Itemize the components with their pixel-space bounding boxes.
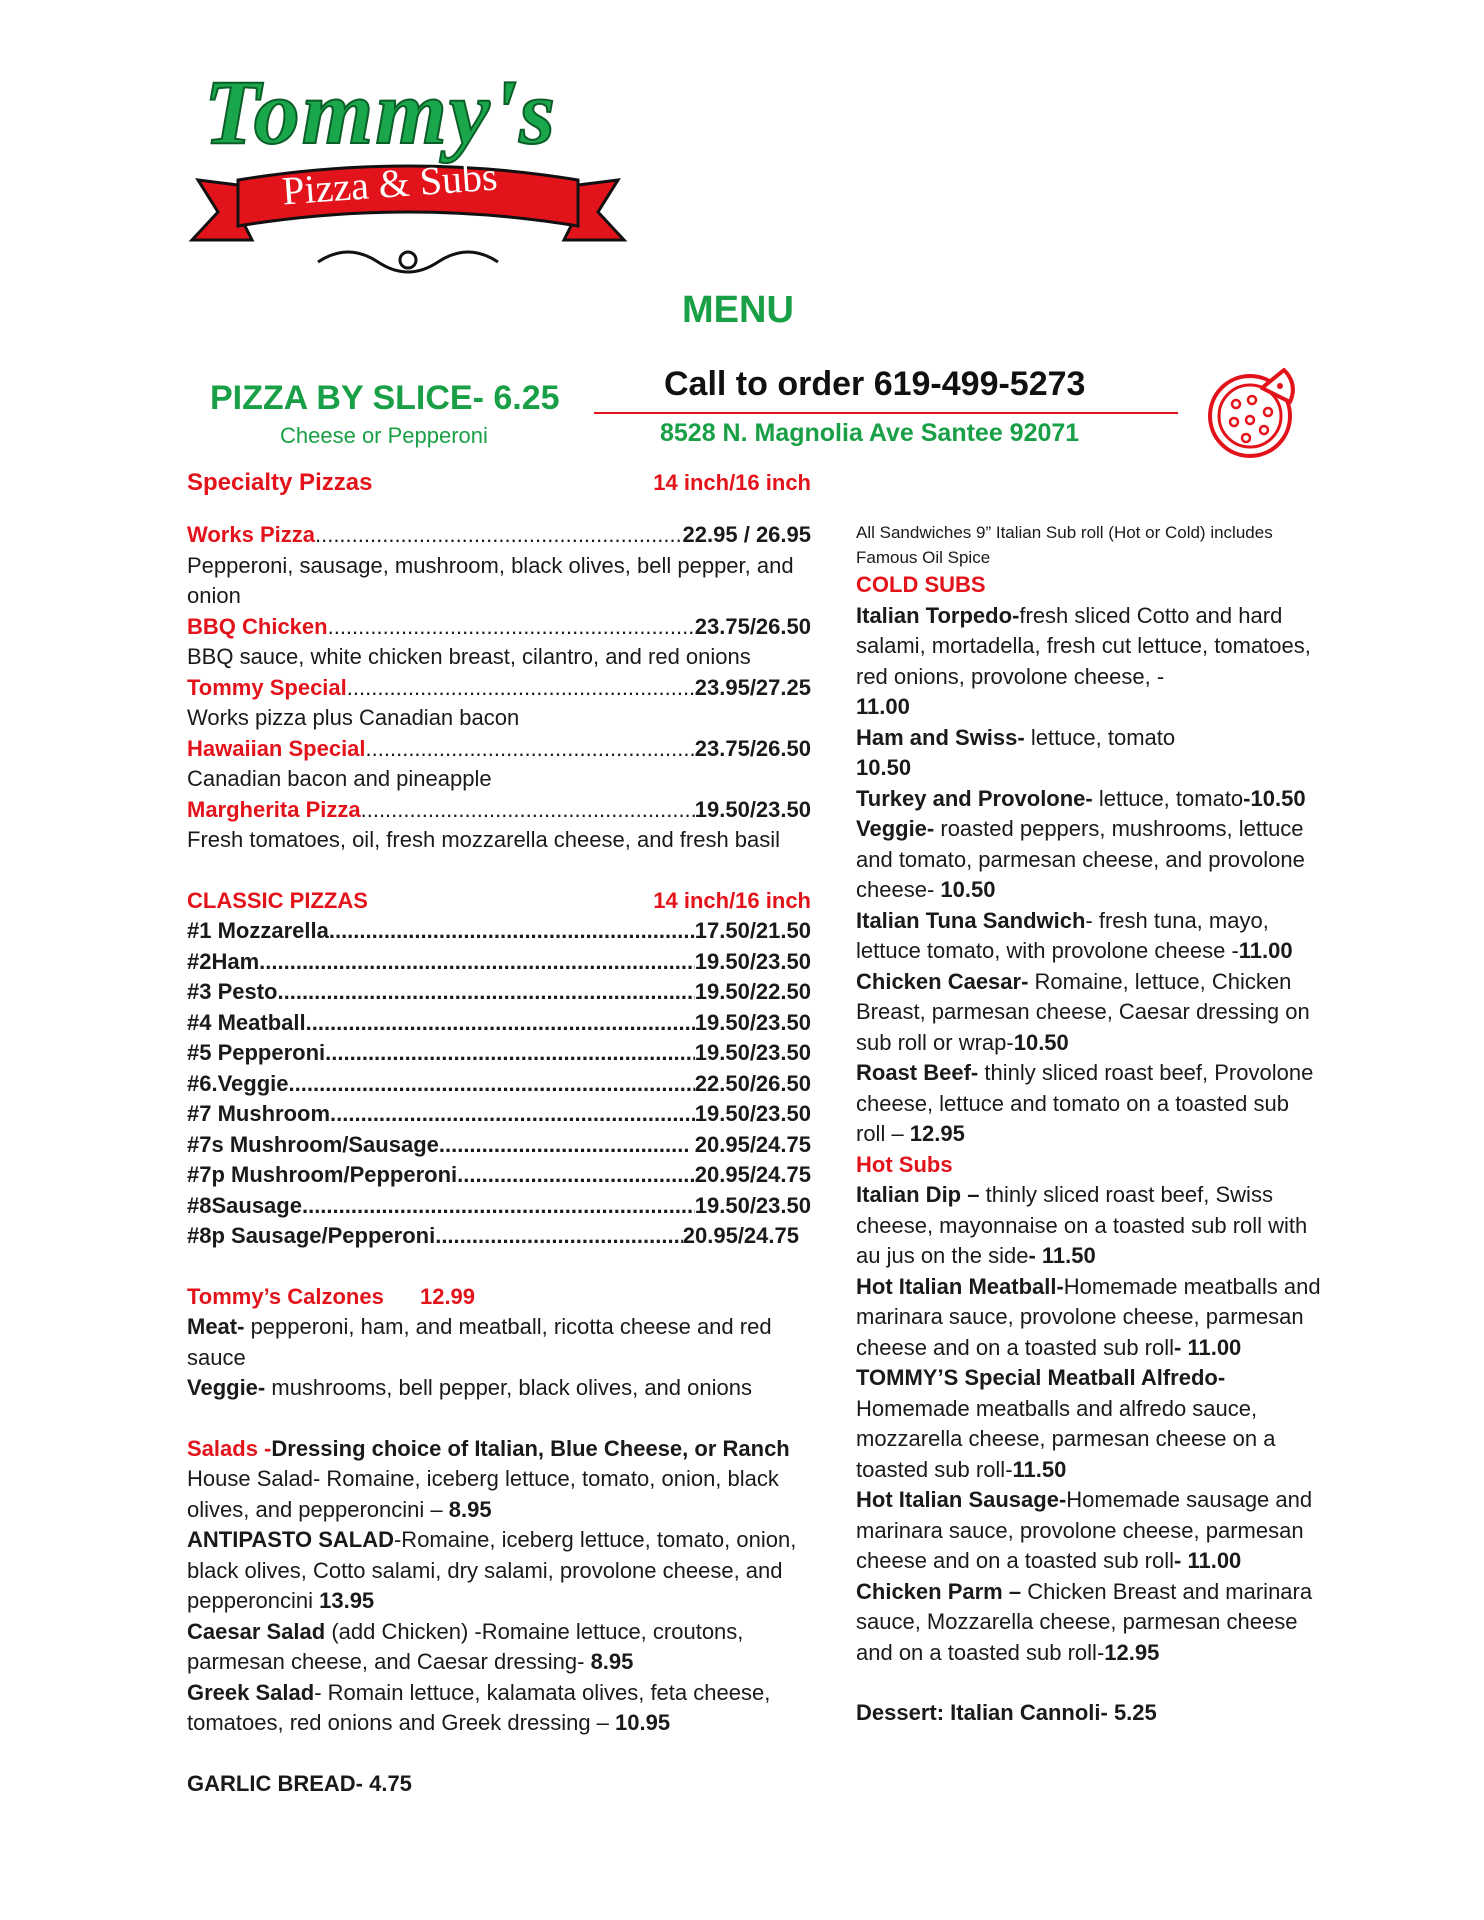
sub-item: Hot Italian Sausage-Homemade sausage and marinara sauce, provolone cheese, parmesan cheese and on a toasted sub roll- 11.00 [856,1487,1313,1573]
item-name: #8p Sausage/Pepperoni [187,1223,436,1248]
right-column [856,520,1324,1729]
item-name: #3 Pesto [187,979,278,1004]
specialty-sizes: 14 inch/16 inch [653,470,811,495]
item-name: #5 Pepperoni [187,1040,326,1065]
item-description: Fresh tomatoes, oil, fresh mozzarella cheese, and fresh basil [187,827,781,852]
sub-item: Chicken Caesar- Romaine, lettuce, Chicken Breast, parmesan cheese, Caesar dressing on sub roll or wrap-10.50 [856,968,1310,1055]
classic-title: CLASSIC PIZZAS [187,887,368,913]
item-price: 19.50/23.50 [694,1009,811,1035]
call-to-order: Call to order 619-499-5273 [664,365,1086,403]
specialty-title: Specialty Pizzas [187,469,373,496]
salad-house: House Salad- Romaine, iceberg lettuce, tomato, onion, black olives, and pepperoncini – 8.95 [187,1466,779,1522]
item-name: #8Sausage [187,1192,302,1218]
sandwich-note: All Sandwiches 9” Italian Sub roll (Hot or Cold) includes Famous Oil Spice [856,523,1273,567]
sub-item: Italian Tuna Sandwich- fresh tuna, mayo, lettuce tomato, with provolone cheese -11.00 [856,907,1293,963]
pizza-icon [1206,364,1302,460]
item-price: 20.95/24.75 [694,1162,811,1187]
item-description: Works pizza plus Canadian bacon [187,705,520,730]
dessert: Dessert: Italian Cannoli- 5.25 [856,1700,1157,1725]
list-item [187,1069,811,1100]
cold-subs-title: COLD SUBS [856,572,986,597]
logo-sub: Pizza & Subs [280,153,499,214]
item-name: #1 Mozzarella [187,918,329,943]
calzones-title: Tommy’s Calzones [187,1283,384,1309]
list-item [187,1191,811,1222]
specialty-list [187,520,811,856]
item-description: Canadian bacon and pineapple [187,766,492,791]
item-price: 19.50/22.50 [694,979,811,1004]
classic-header [187,886,811,917]
calzone-veggie: Veggie- mushrooms, bell pepper, black olives, and onions [187,1375,752,1400]
slice-price: PIZZA BY SLICE- 6.25 [210,379,560,417]
item-price: 22.95 / 26.95 [682,522,811,547]
list-item [187,977,811,1008]
classic-list [187,916,811,1252]
item-price: 19.50/23.50 [694,948,811,974]
sub-item: Roast Beef- thinly sliced roast beef, Provolone cheese, lettuce and tomato on a toasted sub roll – 12.95 [856,1060,1314,1146]
list-item [187,1221,799,1252]
item-price: 23.95/27.25 [694,674,811,700]
sub-item: Chicken Parm – Chicken Breast and marinara sauce, Mozzarella cheese, parmesan cheese and on a toasted sub roll-12.95 [856,1578,1313,1665]
item-name: #6.Veggie [187,1070,289,1096]
item-name: #7s Mushroom/Sausage [187,1131,439,1157]
item-name: #2Ham [187,948,260,974]
calzone-meat: Meat- pepperoni, ham, and meatball, ricotta cheese and red sauce [187,1314,772,1370]
item-price: 23.75/26.50 [694,613,811,639]
item-price: 19.50/23.50 [694,1040,811,1065]
calzones-price: 12.99 [419,1283,476,1309]
sub-item: Turkey and Provolone- lettuce, tomato-10.50 [856,785,1306,811]
list-item [187,1038,811,1069]
list-item [187,1130,811,1161]
item-price: 23.75/26.50 [694,735,811,761]
sub-item: Ham and Swiss- lettuce, tomato 10.50 [856,724,1176,780]
left-column [187,466,811,1799]
item-price: 19.50/23.50 [694,796,811,822]
list-item [187,947,811,978]
salad-greek: Greek Salad- Romain lettuce, kalamata olives, feta cheese, tomatoes, red onions and Greek dressing – 10.95 [187,1679,771,1735]
calzones-header [187,1282,811,1313]
classic-sizes: 14 inch/16 inch [653,887,811,913]
sub-item: TOMMY’S Special Meatball Alfredo- Homemade meatballs and alfredo sauce, mozzarella cheese, parmesan cheese on a toasted sub roll-11.50 [856,1365,1276,1482]
item-name: Hawaiian Special [187,735,366,761]
list-item [187,1099,811,1130]
address: 8528 N. Magnolia Ave Santee 92071 [660,419,1080,447]
list-item [187,1008,811,1039]
item-price: 19.50/23.50 [694,1192,811,1218]
logo [178,62,638,294]
header-divider [594,412,1178,414]
item-name: #7 Mushroom [187,1101,331,1126]
item-name: BBQ Chicken [187,613,328,639]
sub-item: Italian Torpedo-fresh sliced Cotto and hard salami, mortadella, fresh cut lettuce, tomatoes, red onions, provolone cheese, - 11.00 [856,602,1311,719]
logo-brand: Tommy's [204,61,558,163]
list-item [187,795,811,856]
specialty-header [187,466,811,500]
item-name: #4 Meatball [187,1009,306,1035]
item-name: Margherita Pizza [187,796,361,822]
item-price: 22.50/26.50 [694,1070,811,1096]
salad-antipasto: ANTIPASTO SALAD-Romaine, iceberg lettuce, tomato, onion, black olives, Cotto salami, dry salami, provolone cheese, and pepperoncini 13.95 [187,1527,797,1613]
salads-header: Salads -Dressing choice of Italian, Blue Cheese, or Ranch [187,1435,790,1461]
salad-caesar: Caesar Salad (add Chicken) -Romaine lettuce, croutons, parmesan cheese, and Caesar dressing- 8.95 [187,1618,744,1674]
item-price: 20.95/24.75 [688,1131,811,1157]
sub-item: Hot Italian Meatball-Homemade meatballs and marinara sauce, provolone cheese, parmesan cheese and on a toasted sub roll- 11.00 [856,1273,1321,1360]
list-item [187,673,811,734]
sub-item: Veggie- roasted peppers, mushrooms, lettuce and tomato, parmesan cheese, and provolone cheese- 10.50 [856,816,1305,902]
list-item [187,734,811,795]
item-name: Tommy Special [187,674,347,700]
sub-item: Italian Dip – thinly sliced roast beef, Swiss cheese, mayonnaise on a toasted sub roll with au jus on the side- 11.50 [856,1182,1308,1268]
item-description: Pepperoni, sausage, mushroom, black olives, bell pepper, and onion [187,552,794,608]
item-name: #7p Mushroom/Pepperoni [187,1162,458,1187]
list-item [187,520,811,612]
garlic-bread: GARLIC BREAD- 4.75 [187,1770,412,1796]
item-description: BBQ sauce, white chicken breast, cilantro, and red onions [187,644,751,669]
item-price: 19.50/23.50 [694,1101,811,1126]
item-price: 17.50/21.50 [694,918,811,943]
list-item [187,916,811,947]
slice-subtitle: Cheese or Pepperoni [280,423,488,448]
item-price: 20.95/24.75 [682,1223,799,1248]
hot-subs-title: Hot Subs [856,1151,953,1177]
item-name: Works Pizza [187,522,315,547]
list-item [187,612,811,673]
list-item [187,1160,811,1191]
page-title: MENU [682,289,794,331]
